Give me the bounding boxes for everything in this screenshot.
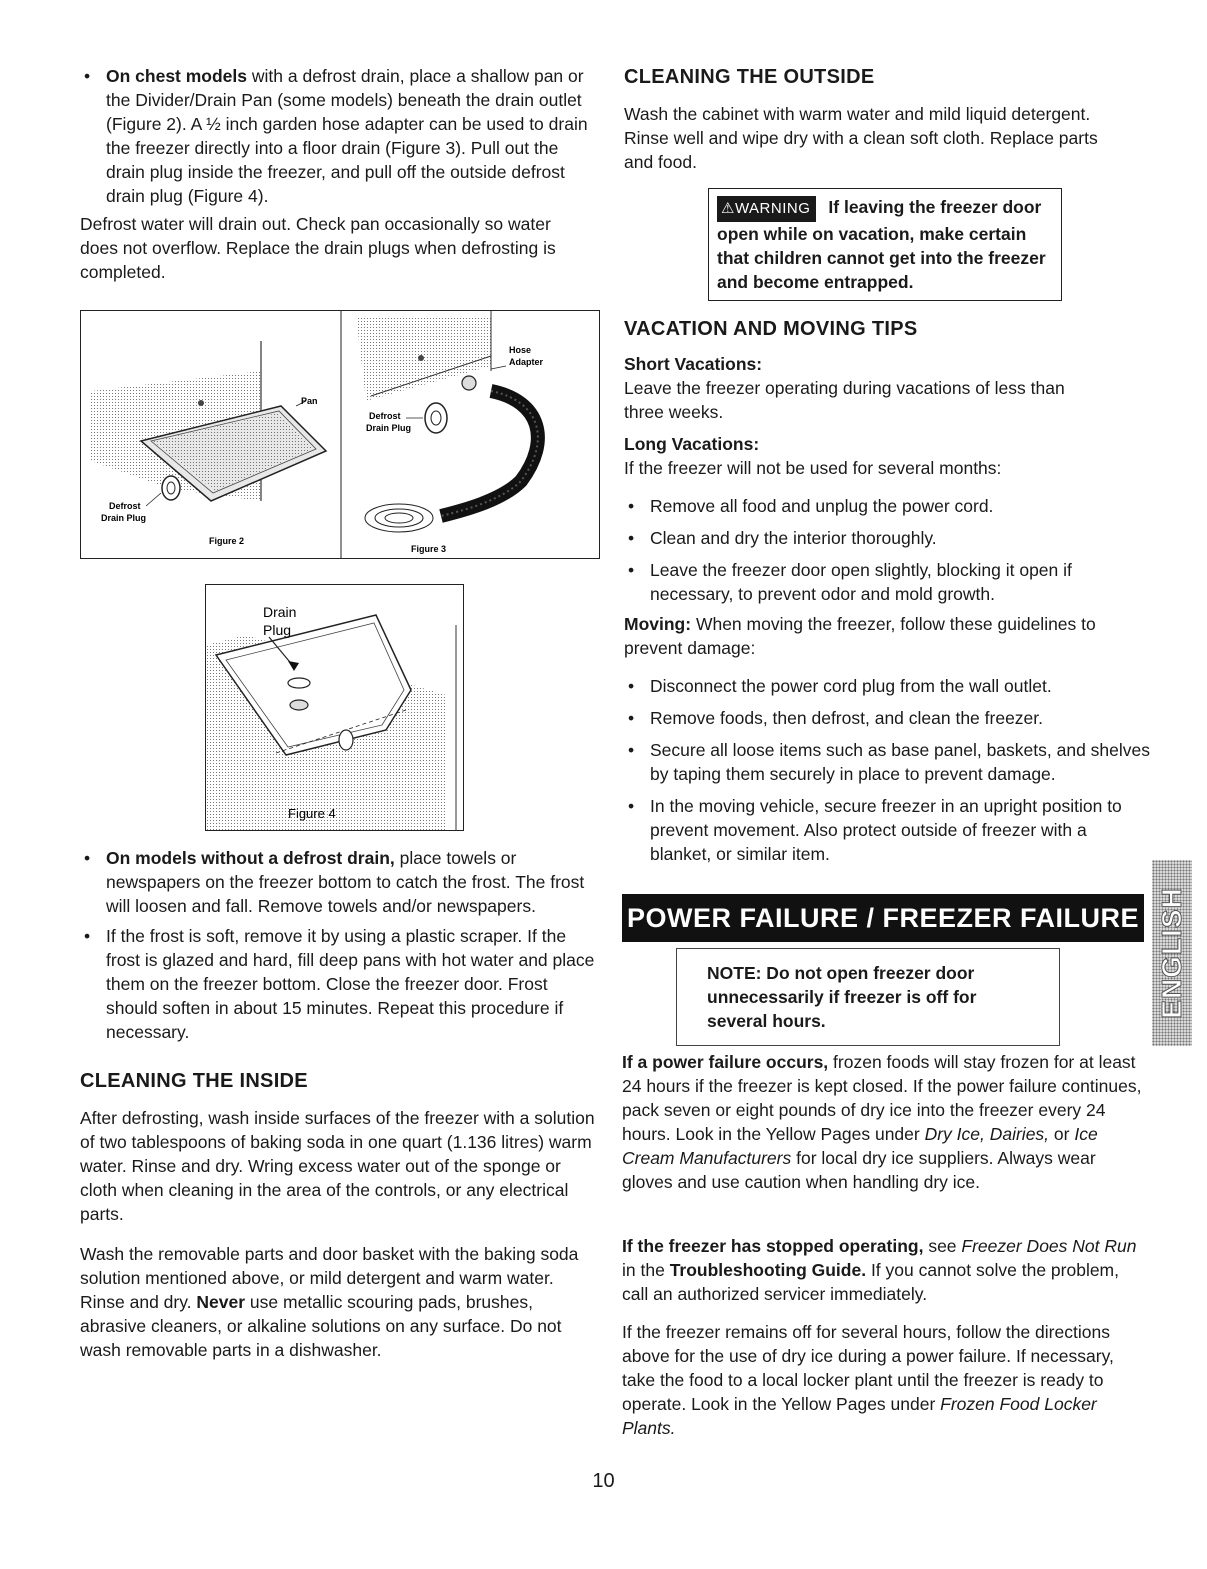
long-vacations-list <box>624 494 1144 606</box>
moving-lead: Moving: <box>624 614 692 634</box>
list-item <box>80 846 600 918</box>
figure-4-caption: Figure 4 <box>288 806 336 821</box>
chest-models-bullet <box>80 64 600 208</box>
note-text: NOTE: Do not open freezer door unnecessarily if freezer is off for several hours. <box>707 963 977 1031</box>
bullet-lead: On chest models <box>106 66 248 86</box>
page-number: 10 <box>592 1470 615 1492</box>
figure-3-drawing <box>356 311 544 554</box>
list-item <box>80 64 600 208</box>
figure-3-caption: Figure 3 <box>411 544 447 554</box>
list-item: • Disconnect the power cord plug from the wall outlet. <box>624 674 1150 698</box>
list-item: • Remove foods, then defrost, and clean the freezer. <box>624 706 1150 730</box>
cleaning-outside-paragraph: Wash the cabinet with warm water and mild liquid detergent. Rinse well and wipe dry with a clean soft cloth. Replace parts and food. <box>624 104 1098 172</box>
warning-box <box>708 188 1062 301</box>
figure-2-3-panel <box>80 310 600 559</box>
power-failure-paragraph-1: If a power failure occurs, frozen foods will stay frozen for at least 24 hours if the freezer is kept closed. If the power failure continues, pack seven or eight pounds of dry ice into the freezer every 24 hours. Look in the Yellow Pages under Dry Ice, Dairies, or Ice Cream Manufacturers for local dry ice suppliers. Always wear gloves and use caution when handling dry ice. <box>622 1052 1142 1192</box>
figure-4-plug-label: Plug <box>263 622 292 638</box>
defrost-bullets <box>80 846 600 1044</box>
long-vacations-heading: Long Vacations: <box>624 434 760 454</box>
list-item: • Secure all loose items such as base panel, baskets, and shelves by taping them securely in place to prevent damage. <box>624 738 1150 786</box>
moving-list <box>624 674 1150 866</box>
never-emphasis: Never <box>196 1292 246 1312</box>
list-item: • In the moving vehicle, secure freezer in an upright position to prevent movement. Also protect outside of freezer with a blanket, or similar item. <box>624 794 1150 866</box>
figure-2-caption: Figure 2 <box>209 536 245 546</box>
cleaning-inside-paragraph-2: Wash the removable parts and door basket with the baking soda solution mentioned above, or mild detergent and warm water. Rinse and dry. Never use metallic scouring pads, brushes, abrasive cleaners, or alkaline solutions on any surface. Do not wash removable parts in a dishwasher. <box>80 1244 579 1360</box>
figure-2-defrost-label: Defrost <box>109 501 141 511</box>
warning-badge: ⚠WARNING <box>717 196 816 222</box>
cleaning-inside-heading: CLEANING THE INSIDE <box>80 1070 308 1092</box>
moving-paragraph: Moving: When moving the freezer, follow these guidelines to prevent damage: <box>624 614 1096 658</box>
short-vacations-text: Leave the freezer operating during vacations of less than three weeks. <box>624 378 1065 422</box>
bullet-lead: On models without a defrost drain, <box>106 848 395 868</box>
figure-2-pan-label: Pan <box>301 396 318 406</box>
figure-3-defrost-label: Defrost <box>369 411 401 421</box>
figure-3-drain-plug-label: Drain Plug <box>366 423 412 433</box>
power-failure-paragraph-3: If the freezer remains off for several hours, follow the directions above for the use of dry ice during a power failure. If necessary, take the food to a local locker plant until the freezer is ready to operate. Look in the Yellow Pages under Frozen Food Locker Plants. <box>622 1322 1114 1438</box>
power-failure-paragraph-2: If the freezer has stopped operating, see Freezer Does Not Run in the Troubleshooting Guide. If you cannot solve the problem, call an authorized servicer immediately. <box>622 1236 1137 1304</box>
figure-3-hose-label: Hose <box>509 345 532 355</box>
cleaning-outside-heading: CLEANING THE OUTSIDE <box>624 66 875 88</box>
long-vacations-text: If the freezer will not be used for several months: <box>624 458 1002 478</box>
bullet-text: with a defrost drain, place a shallow pan or the Divider/Drain Pan (some models) beneath the drain outlet (Figure 2). A ½ inch garden hose adapter can be used to drain the freezer directly into a floor drain (Figure 3). Pull out the drain plug inside the freezer, and pull off the outside defrost drain plug (Figure 4). <box>106 66 588 206</box>
defrost-paragraph: Defrost water will drain out. Check pan occasionally so water does not overflow. Replace the drain plugs when defrosting is completed. <box>80 214 556 282</box>
figure-2-drawing <box>91 341 326 546</box>
list-item: • Leave the freezer door open slightly, blocking it open if necessary, to prevent odor and mold growth. <box>624 558 1144 606</box>
figure-3-adapter-label: Adapter <box>509 357 544 367</box>
figure-4-illustration <box>206 585 463 830</box>
figure-4-panel <box>205 584 464 831</box>
figure-2-drain-plug-label: Drain Plug <box>101 513 147 523</box>
language-side-tab: ENGLISH <box>1152 860 1192 1046</box>
list-item: • Clean and dry the interior thoroughly. <box>624 526 1144 550</box>
list-item: • If the frost is soft, remove it by using a plastic scraper. If the frost is glazed and hard, fill deep pans with hot water and place them on the freezer bottom. Close the freezer door. Frost should soften in about 15 minutes. Repeat this procedure if necessary. <box>80 924 600 1044</box>
list-item: • Remove all food and unplug the power cord. <box>624 494 1144 518</box>
figure-4-drain-label: Drain <box>263 604 297 620</box>
cleaning-inside-paragraph-1: After defrosting, wash inside surfaces of the freezer with a solution of two tablespoons of baking soda in one quart (1.136 litres) warm water. Rinse and dry. Wring excess water out of the sponge or cloth when cleaning in the area of the controls, or any electrical parts. <box>80 1108 595 1224</box>
short-vacations-heading: Short Vacations: <box>624 354 763 374</box>
warning-text: ⚠WARNING If leaving the freezer door open while on vacation, make certain that children cannot get into the freezer and become entrapped. <box>717 197 1046 292</box>
power-failure-banner: POWER FAILURE / FREEZER FAILURE <box>622 894 1144 942</box>
bullet-text: place towels or newspapers on the freezer bottom to catch the frost. The frost will loosen and fall. Remove towels and/or newspapers. <box>106 848 585 916</box>
warning-triangle-icon: ⚠ <box>721 200 735 217</box>
vacation-heading: VACATION AND MOVING TIPS <box>624 318 918 340</box>
figure-2-3-illustration <box>81 311 599 558</box>
note-box <box>676 948 1060 1046</box>
